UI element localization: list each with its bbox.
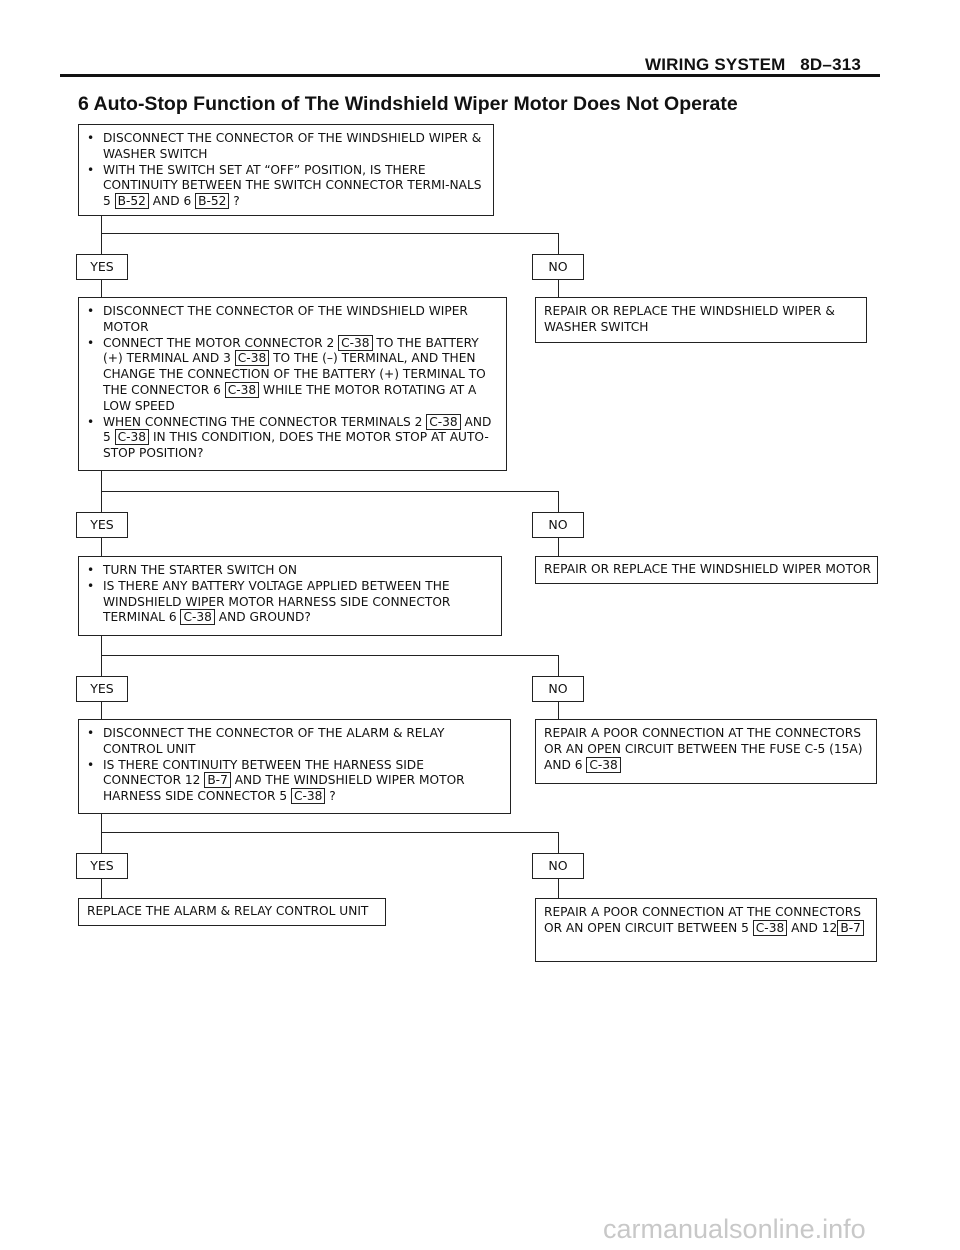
connector-line: [101, 879, 102, 898]
no-label: NO: [532, 676, 584, 702]
step2-no-action-box: REPAIR OR REPLACE THE WINDSHIELD WIPER MOTOR: [535, 556, 878, 584]
page-number: 8D–313: [800, 55, 862, 74]
step1-bullet-2: • WITH THE SWITCH SET AT “OFF” POSITION, IS THERE CONTINUITY BETWEEN THE SWITCH CONNECTOR TERMI-NALS 5 B-52 AND 6 B-52 ?: [87, 163, 487, 210]
no-label: NO: [532, 853, 584, 879]
step3-bullet-2: • IS THERE ANY BATTERY VOLTAGE APPLIED BETWEEN THE WINDSHIELD WIPER MOTOR HARNESS SIDE CONNECTOR TERMINAL 6 C-38 AND GROUND?: [87, 579, 495, 626]
step3-question-box: [78, 556, 502, 636]
connector-ref: C-38: [753, 920, 787, 936]
connector-line: [101, 491, 559, 492]
step3-bullet-1: • TURN THE STARTER SWITCH ON: [87, 563, 495, 579]
connector-ref: C-38: [291, 788, 325, 804]
connector-line: [558, 491, 559, 512]
connector-line: [101, 702, 102, 719]
connector-ref: B-52: [115, 193, 149, 209]
step1-no-action-box: REPAIR OR REPLACE THE WINDSHIELD WIPER & WASHER SWITCH: [535, 297, 867, 343]
step1-question-box: [78, 124, 494, 216]
connector-line: [101, 538, 102, 556]
no-label: NO: [532, 254, 584, 280]
connector-line: [101, 280, 102, 297]
step4-bullet-1: • DISCONNECT THE CONNECTOR OF THE ALARM & RELAY CONTROL UNIT: [87, 726, 504, 758]
page-title: 6 Auto-Stop Function of The Windshield Wiper Motor Does Not Operate: [78, 93, 738, 115]
no-label: NO: [532, 512, 584, 538]
step2-bullet-2: • CONNECT THE MOTOR CONNECTOR 2 C-38 TO THE BATTERY (+) TERMINAL AND 3 C-38 TO THE (–) TERMINAL, AND THEN CHANGE THE CONNECTION OF THE BATTERY (+) TERMINAL TO THE CONNECTOR 6 C-38 WHILE THE MOTOR ROTATING AT A LOW SPEED: [87, 336, 500, 415]
connector-line: [558, 280, 559, 297]
connector-ref: C-38: [115, 429, 149, 445]
step2-bullet-3: • WHEN CONNECTING THE CONNECTOR TERMINALS 2 C-38 AND 5 C-38 IN THIS CONDITION, DOES THE MOTOR STOP AT AUTO-STOP POSITION?: [87, 415, 500, 462]
connector-line: [558, 655, 559, 676]
step2-question-box: [78, 297, 507, 471]
connector-ref: C-38: [225, 382, 259, 398]
connector-line: [101, 655, 559, 656]
page-header: [645, 55, 861, 75]
header-rule: [60, 74, 880, 77]
connector-line: [101, 814, 102, 853]
yes-label: YES: [76, 853, 128, 879]
step4-yes-action-box: REPLACE THE ALARM & RELAY CONTROL UNIT: [78, 898, 386, 926]
connector-line: [558, 832, 559, 853]
connector-line: [558, 538, 559, 556]
connector-ref: B-7: [837, 920, 864, 936]
connector-line: [101, 636, 102, 676]
connector-line: [558, 702, 559, 719]
connector-ref: B-7: [204, 772, 231, 788]
step1-bullet-1: • DISCONNECT THE CONNECTOR OF THE WINDSHIELD WIPER & WASHER SWITCH: [87, 131, 487, 163]
connector-line: [101, 832, 559, 833]
connector-ref: C-38: [338, 335, 372, 351]
step4-bullet-2: • IS THERE CONTINUITY BETWEEN THE HARNESS SIDE CONNECTOR 12 B-7 AND THE WINDSHIELD WIPER MOTOR HARNESS SIDE CONNECTOR 5 C-38 ?: [87, 758, 504, 805]
connector-ref: C-38: [235, 350, 269, 366]
yes-label: YES: [76, 254, 128, 280]
connector-ref: C-38: [586, 757, 620, 773]
connector-ref: B-52: [195, 193, 229, 209]
connector-line: [101, 216, 102, 254]
step3-no-action-box: REPAIR A POOR CONNECTION AT THE CONNECTORS OR AN OPEN CIRCUIT BETWEEN THE FUSE C-5 (15A) AND 6 C-38: [535, 719, 877, 784]
yes-label: YES: [76, 512, 128, 538]
connector-line: [101, 233, 559, 234]
step4-no-action-box: REPAIR A POOR CONNECTION AT THE CONNECTORS OR AN OPEN CIRCUIT BETWEEN 5 C-38 AND 12 B-7: [535, 898, 877, 962]
connector-line: [558, 233, 559, 254]
step2-bullet-1: • DISCONNECT THE CONNECTOR OF THE WINDSHIELD WIPER MOTOR: [87, 304, 500, 336]
step4-question-box: [78, 719, 511, 814]
connector-ref: C-38: [180, 609, 214, 625]
yes-label: YES: [76, 676, 128, 702]
section-title: WIRING SYSTEM: [645, 55, 786, 74]
watermark: carmanualsonline.info: [603, 1214, 866, 1244]
connector-ref: C-38: [426, 414, 460, 430]
connector-line: [558, 879, 559, 898]
